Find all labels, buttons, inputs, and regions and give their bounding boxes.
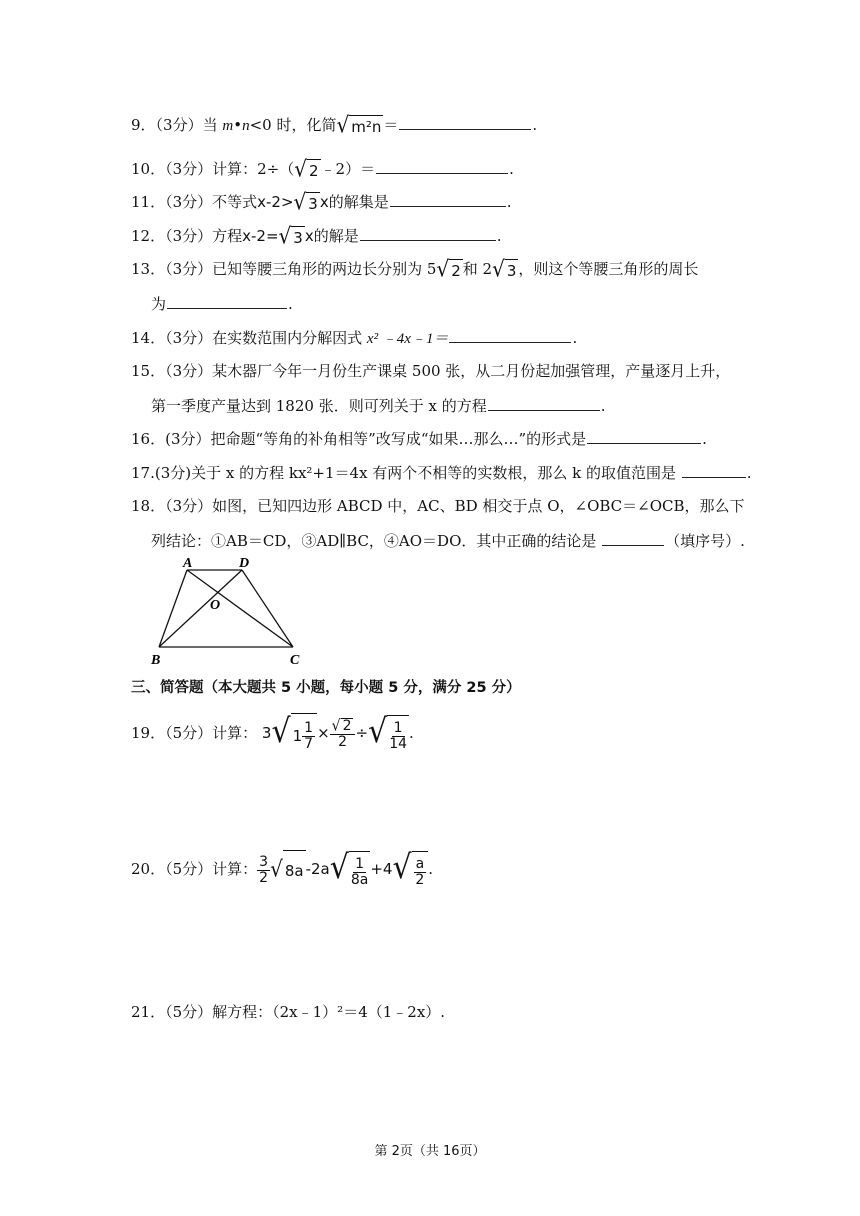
q10-end: . <box>509 160 514 178</box>
q17-end: . <box>746 464 752 482</box>
q11-lhs: x-2> <box>257 193 294 211</box>
q14-end: . <box>572 329 578 347</box>
q19-den3: 14 <box>389 736 408 752</box>
q16-text: 16．(3分）把命题“等角的补角相等”改写成“如果…那么…”的形式是 <box>131 430 587 448</box>
q15-end: . <box>600 397 606 415</box>
q12-end: . <box>496 227 502 245</box>
q9-prefix: 9．（3分）当 <box>131 116 223 134</box>
label-d: D <box>239 556 250 571</box>
q20-end: . <box>428 860 433 878</box>
edge-ab <box>159 570 187 647</box>
q19-div: ÷ <box>355 724 369 742</box>
q11-answer-blank[interactable] <box>390 190 506 207</box>
q20-radical-3: √ $\frac{a}{2}$ <box>392 848 428 892</box>
q18-line1: 18．（3分）如图，已知四边形 ABCD 中，AC、BD 相交于点 O，∠OBC＝∠OCB，那么下 <box>131 497 745 515</box>
q12-radical: √ 3 <box>278 222 303 250</box>
q19-coef: 3 <box>261 724 272 742</box>
q19-prefix: 19．（5分）计算： <box>131 724 258 742</box>
q20-radicand-1: 8a <box>283 850 306 891</box>
q11-end: . <box>506 193 512 211</box>
question-9 <box>131 113 537 138</box>
q19-whole: 1 <box>292 727 303 745</box>
q19-num1: 1 <box>304 720 314 736</box>
q13-radicand-1: 2 <box>449 259 463 282</box>
q21-text: 21．（5分）解方程：（2x﹣1）²＝4（1﹣2x）. <box>131 1003 446 1021</box>
q11-suffix: 的解集是 <box>328 193 389 211</box>
q17-text: 17.(3分)关于 x 的方程 kx²+1＝4x 有两个不相等的实数根，那么 k 的取值范围是 <box>131 464 681 482</box>
q12-answer-blank[interactable] <box>360 224 496 241</box>
question-13 <box>131 255 699 283</box>
q9-radicand: m²n <box>349 115 383 138</box>
q20-num1: 3 <box>259 853 269 870</box>
q13-radical-2: √ 3 <box>492 255 517 283</box>
label-b: B <box>151 653 161 668</box>
q19-end: . <box>409 724 414 742</box>
question-13-line-2 <box>151 292 293 315</box>
q10-mid: ﹣2）＝ <box>320 160 376 178</box>
q15-answer-blank[interactable] <box>488 394 600 411</box>
question-15-line-2 <box>151 394 606 417</box>
q11-radicand: 3 <box>306 192 320 215</box>
q12-x: x <box>304 227 314 245</box>
q14-answer-blank[interactable] <box>449 326 571 343</box>
q9-cond: <0 时，化简 <box>249 116 337 134</box>
q9-dot: • <box>233 116 243 134</box>
q12-lhs: x-2= <box>242 227 279 245</box>
q17-answer-blank[interactable] <box>682 461 746 478</box>
question-19: 19．（5分）计算： 3√ 1 $\frac{1}{7}$ × $\frac{√ 2}{2}$ ÷√ $\frac{1}{14}$ . <box>131 712 414 756</box>
q11-prefix: 11．（3分）不等式 <box>131 193 258 211</box>
q20-radical-1: √ 8a <box>270 849 306 891</box>
quadrilateral-figure <box>145 555 315 670</box>
q14-prefix: 14．（3分）在实数范围内分解因式 <box>131 329 367 347</box>
q18-line2-end: （填序号）. <box>665 532 745 550</box>
q13-radicand-2: 3 <box>505 259 519 282</box>
q10-text: 10．（3分）计算：2÷（ <box>131 160 295 178</box>
q9-m: m <box>222 118 234 134</box>
q20-plus: +4 <box>370 860 393 878</box>
q20-den3: 2 <box>415 872 425 888</box>
q13-line2-prefix: 为 <box>151 295 167 313</box>
q10-radicand: 2 <box>307 159 321 182</box>
q13-radical-1: √ 2 <box>436 255 461 283</box>
q18-answer-blank[interactable] <box>602 529 664 546</box>
question-10 <box>131 157 514 182</box>
question-16 <box>131 427 707 450</box>
q9-end: . <box>532 116 538 134</box>
question-12 <box>131 224 502 249</box>
q19-den2: 2 <box>338 734 348 750</box>
label-c: C <box>290 653 300 668</box>
question-14 <box>131 326 577 350</box>
q12-prefix: 12．（3分）方程 <box>131 227 243 245</box>
q9-eq: ＝ <box>383 116 399 134</box>
question-11 <box>131 190 512 215</box>
diagonal-ac <box>187 570 293 647</box>
q20-prefix: 20．（5分）计算： <box>131 860 258 878</box>
diagonal-bd <box>159 570 242 647</box>
question-17 <box>131 461 752 484</box>
q10-radical: √ 2 <box>294 155 319 183</box>
q20-den2: 8a <box>350 872 369 888</box>
q19-radical-1: √ 1 $\frac{1}{7}$ <box>271 712 317 756</box>
q20-den1: 2 <box>259 869 269 886</box>
label-o: O <box>210 598 221 613</box>
q20-radical-2: √ $\frac{1}{8a}$ <box>330 848 371 892</box>
page-footer: 第 2页（共 16页） <box>374 1144 486 1159</box>
edge-dc <box>242 570 293 647</box>
q19-num2: 2 <box>342 718 352 734</box>
q13-end: . <box>288 295 293 313</box>
q19-den1: 7 <box>304 736 314 752</box>
q20-mid: -2a <box>305 860 330 878</box>
q20-num3: a <box>415 856 425 872</box>
q19-times: × <box>317 724 330 742</box>
q12-suffix: 的解是 <box>313 227 359 245</box>
q9-answer-blank[interactable] <box>399 113 531 130</box>
q16-answer-blank[interactable] <box>587 427 701 444</box>
q9-n: n <box>242 118 250 134</box>
q18-line2: 列结论：①AB＝CD，③AD∥BC，④AO＝DO．其中正确的结论是 <box>151 532 602 550</box>
question-15 <box>131 360 730 382</box>
question-20 <box>131 848 433 892</box>
q9-radical: √ m²n <box>336 111 382 139</box>
q19-num3: 1 <box>393 720 403 736</box>
q11-radical: √ 3 <box>293 188 318 216</box>
q19-radical-3: √ $\frac{1}{14}$ <box>368 712 409 756</box>
q11-x: x <box>319 193 329 211</box>
label-a: A <box>183 556 193 571</box>
q20-num2: 1 <box>355 856 365 872</box>
question-18 <box>131 495 745 517</box>
q15-line1: 15．（3分）某木器厂今年一月份生产课桌 500 张，从二月份起加强管理，产量逐月上升， <box>131 362 731 380</box>
q14-expr: x² ﹣4x﹣1＝ <box>366 331 449 347</box>
question-21 <box>131 1001 445 1023</box>
q13-suffix: ，则这个等腰三角形的周长 <box>518 260 699 278</box>
q12-radicand: 3 <box>291 226 305 249</box>
q16-end: . <box>702 430 707 448</box>
question-18-line-2 <box>151 529 745 552</box>
q15-line2: 第一季度产量达到 1820 张．则可列关于 x 的方程 <box>151 397 487 415</box>
q13-prefix: 13．（3分）已知等腰三角形的两边长分别为 5 <box>131 260 437 278</box>
q13-and: 和 2 <box>462 260 493 278</box>
q13-answer-blank[interactable] <box>167 292 287 309</box>
q10-answer-blank[interactable] <box>376 157 508 174</box>
section-3-title: 三、简答题（本大题共 5 小题，每小题 5 分，满分 25 分） <box>131 680 521 696</box>
